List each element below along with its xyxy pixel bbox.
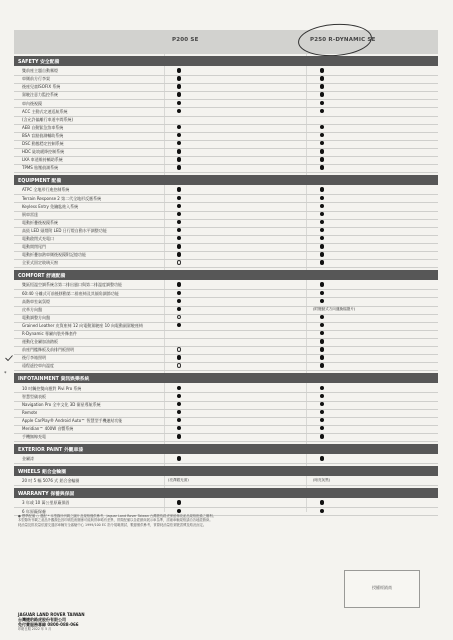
optional-circle-icon [177,363,181,367]
spec-row [14,164,438,173]
spec-label: 電動調整方向盤 [22,314,50,320]
spec-label: 電動啟閉式充電口 [22,236,54,242]
standard-dot-icon [320,244,324,248]
standard-dot-icon [177,244,181,248]
spec-label: 雙區恆溫空調系統含第二排出風口與第二排溫度調整功能 [22,282,122,288]
standard-dot-icon [320,196,324,200]
spec-note: (亮澤銀光面) [168,478,189,483]
standard-dot-icon [320,323,324,327]
dealer-name: JAGUAR LAND ROVER TAIWAN [18,612,85,617]
print-date: 印刷日期 2022 年 5 月 [18,627,52,631]
spec-label: Grained Leather 皮質座椅 12 向電動駕駛座 10 向電動副駕駛座椅 [22,322,143,328]
standard-dot-icon [177,149,181,153]
section-title: WHEELS 鋁合金輪圈 [18,469,67,475]
standard-dot-icon [320,236,324,240]
standard-dot-icon [177,196,181,200]
spec-label: 遠程遙控車內溫度 [22,363,54,369]
spec-label: 前座門檻飾板及前排門板照明 [22,347,74,353]
stamp-label: 授權經銷商 [372,585,392,590]
optional-circle-icon [177,260,181,264]
standard-dot-icon [177,141,181,145]
spec-note: (暗亮灰黑) [313,478,331,483]
standard-dot-icon [320,299,324,303]
standard-dot-icon [320,68,324,72]
standard-dot-icon [320,402,324,406]
handwritten-mark: * [4,371,7,377]
model-col-p200: P200 SE [172,37,199,43]
section-header [14,56,438,66]
standard-dot-icon [320,84,324,88]
spec-note: (附擺動式方向盤換檔撥片) [313,306,356,311]
standard-dot-icon [320,386,324,390]
dealer-info [18,612,85,632]
standard-dot-icon [177,355,181,359]
standard-dot-icon [320,260,324,264]
standard-dot-icon [177,236,181,240]
spec-label: 金屬漆 [22,456,34,462]
standard-dot-icon [177,109,181,113]
spec-row [14,433,438,442]
standard-dot-icon [177,133,181,137]
standard-dot-icon [177,92,181,96]
standard-dot-icon [320,331,324,335]
optional-circle-icon [177,315,181,319]
spec-label: Apple CarPlay® Android Auto™ 智慧型手機連結功能 [22,417,123,423]
spec-label: 電動折疊加熱車側後視鏡附記憶功能 [22,252,86,258]
section-header [14,175,438,185]
standard-dot-icon [320,212,324,216]
spec-label: Remote [22,409,38,415]
spec-label: (含允許偏離行車道中間系統) [22,116,74,122]
spec-label: Terrain Response 2 第二代全地形反應系統 [22,195,102,201]
column-header [14,30,438,54]
spec-label: Navigation Pro 全中文化 3D 衛星導航系統 [22,401,101,407]
standard-dot-icon [320,157,324,161]
standard-dot-icon [177,84,181,88]
standard-dot-icon [320,149,324,153]
standard-dot-icon [177,252,181,256]
footnotes [18,514,436,527]
spec-label: 高階車室氣氛燈 [22,298,50,304]
standard-dot-icon [320,220,324,224]
section-header [14,373,438,383]
standard-dot-icon [177,228,181,232]
standard-dot-icon [320,456,324,460]
standard-dot-icon [177,212,181,216]
section-header [14,488,438,498]
standard-dot-icon [177,220,181,224]
model-col-p250: P250 R-DYNAMIC SE [310,37,376,43]
standard-dot-icon [177,76,181,80]
dealer-company: 台灣捷豹路虎股份有限公司 [18,617,66,622]
spec-label: Keyless Entry 免鑰匙進入系統 [22,203,79,209]
spec-label: HDC 陡坡緩降控制系統 [22,149,65,155]
standard-dot-icon [177,434,181,438]
spec-label: 皮革方向盤 [22,306,42,312]
section-header [14,466,438,476]
standard-dot-icon [320,355,324,359]
spec-row [14,455,438,464]
standard-dot-icon [177,509,181,513]
handwritten-check-icon [5,355,13,361]
standard-dot-icon [320,76,324,80]
standard-dot-icon [177,323,181,327]
standard-dot-icon [320,133,324,137]
standard-dot-icon [320,101,324,105]
optional-circle-icon [177,347,181,351]
spec-label: 後座兒童ISOFIX 系統 [22,84,61,90]
standard-dot-icon [320,426,324,430]
standard-dot-icon [320,125,324,129]
spec-row [14,362,438,371]
standard-dot-icon [177,204,181,208]
spec-label: 6 年原廠保養 [22,508,46,514]
dealer-hotline: 免付費服務專線 0800-088-066 [18,622,79,627]
standard-dot-icon [177,456,181,460]
spec-label: LKA 車道維持輔助系統 [22,157,63,163]
standard-dot-icon [177,68,181,72]
standard-dot-icon [177,426,181,430]
spec-label: 駕駛注意力監控系統 [22,92,58,98]
section-title: INFOTAINMENT 資訊娛樂系統 [18,376,90,382]
spec-label: 運動化金屬加油踏板 [22,339,58,345]
spec-label: Meridian™ 400W 音響系統 [22,426,74,432]
standard-dot-icon [177,410,181,414]
spec-label: 10 吋觸控雙向應對 Pivi Pro 系統 [22,385,82,391]
spec-label: 智慧型儀表板 [22,393,46,399]
section-title: WARRANTY 保養與保固 [18,491,75,497]
spec-label: 車側前方行李架 [22,76,50,82]
standard-dot-icon [320,187,324,191]
section-title: EQUIPMENT 配備 [18,178,62,184]
standard-dot-icon [177,500,181,504]
standard-dot-icon [320,291,324,295]
spec-label: 手機無線充電 [22,434,46,440]
standard-dot-icon [320,315,324,319]
spec-label: 後行李箱照明 [22,355,46,361]
spec-label: 雙前座主題自動霧燈 [22,68,58,74]
standard-dot-icon [177,187,181,191]
footnote: 本型錄所刊載之產品外觀顏色因印刷技術關係可能與實車略有差異，實際配備以各經銷商展示車為準，詳細車輛規格請洽各地經銷商。 [18,518,213,523]
spec-label: 電動折疊後視鏡系統 [22,219,58,225]
spec-label: BSA 盲點偵測輔助系統 [22,132,64,138]
spec-label: 車內後視鏡 [22,100,42,106]
standard-dot-icon [320,509,324,513]
standard-dot-icon [320,92,324,96]
standard-dot-icon [320,347,324,351]
spec-label: 60:40 分離式可前後移動第二排座椅及其傾角調節功能 [22,290,119,296]
standard-dot-icon [320,204,324,208]
spec-label: 20 吋 5 輻 5076 式 鋁合金輪圈 [22,478,80,484]
standard-dot-icon [177,307,181,311]
standard-dot-icon [177,165,181,169]
standard-dot-icon [320,500,324,504]
standard-dot-icon [177,282,181,286]
standard-dot-icon [320,282,324,286]
standard-dot-icon [177,402,181,406]
spec-label: 全景式固定玻璃天窗 [22,260,58,266]
section-header [14,270,438,280]
standard-dot-icon [320,410,324,414]
spec-label: 電動開閉尾門 [22,244,46,250]
standard-dot-icon [320,363,324,367]
footnote: 耗油量及排放量依據交通部車輛安全審驗中心 1999/100 EC 指令規範測試，數據僅供參考，實際耗油量依駕駛習慣及路況而定。 [18,522,207,527]
spec-label: 3 年或 10 萬公里原廠保固 [22,500,70,506]
spec-label: R-Dynamic 專屬內裝外飾套件 [22,331,77,337]
section-title: EXTERIOR PAINT 外觀車漆 [18,447,84,453]
standard-dot-icon [177,386,181,390]
standard-dot-icon [320,434,324,438]
spec-label: AEB 自動緊急煞車系統 [22,124,64,130]
standard-dot-icon [177,157,181,161]
standard-dot-icon [320,141,324,145]
standard-dot-icon [320,418,324,422]
standard-dot-icon [177,299,181,303]
standard-dot-icon [320,339,324,343]
standard-dot-icon [320,252,324,256]
standard-dot-icon [320,394,324,398]
section-title: COMFORT 舒適配備 [18,273,66,279]
spec-row [14,477,438,486]
standard-dot-icon [177,101,181,105]
standard-dot-icon [320,109,324,113]
standard-dot-icon [177,125,181,129]
spec-label: ATPC 全地形行進控制系統 [22,187,70,193]
footnote: ● 標準配備 ○ 選配 * 本型錄所刊載之圖片及規格僅供參考，Jaguar Land Rover Taiwan 台灣捷豹路虎保留修改產品規格配備之權利。 [18,514,216,518]
spec-row [14,259,438,268]
spec-label: ACC 主動式定速巡航系統 [22,108,68,114]
standard-dot-icon [177,394,181,398]
spec-label: DSC 動態穩定控制系統 [22,141,64,147]
standard-dot-icon [177,291,181,295]
section-header [14,444,438,454]
dealer-stamp-box [344,570,420,608]
standard-dot-icon [320,165,324,169]
spec-label: 倒車雷達 [22,211,38,217]
standard-dot-icon [177,418,181,422]
spec-label: 高級 LED 頭燈附 LED 日行燈自動水平調整功能 [22,227,107,233]
spec-label: TPMS 胎壓偵測系統 [22,165,59,171]
standard-dot-icon [320,228,324,232]
section-title: SAFETY 安全配備 [18,59,60,65]
